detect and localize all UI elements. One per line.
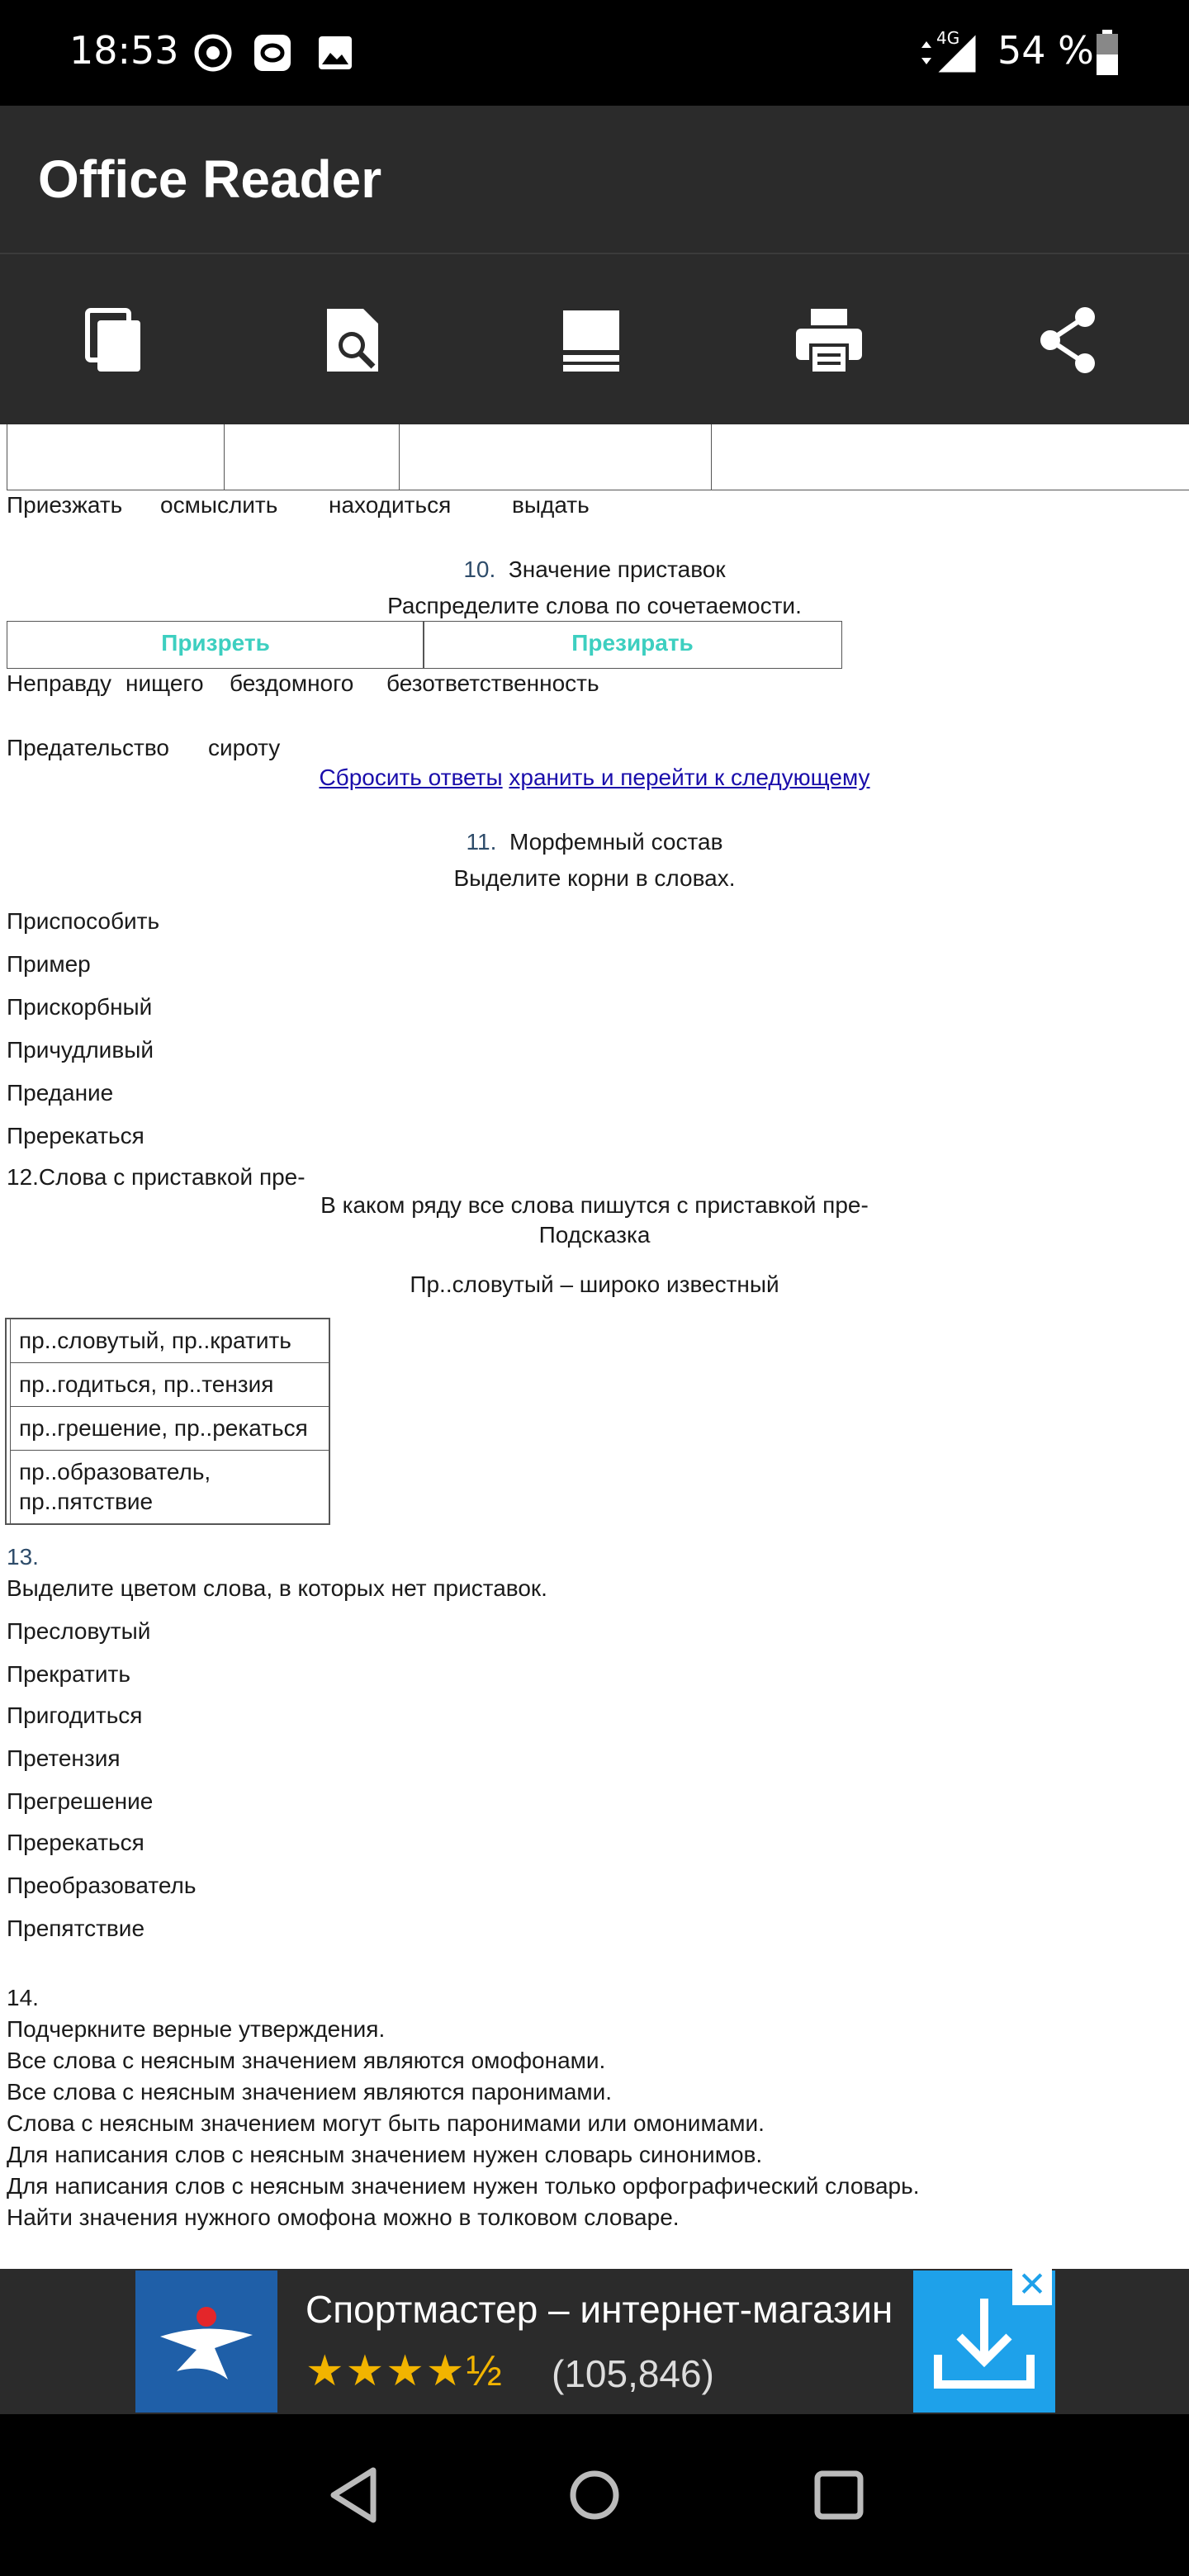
statement[interactable]: Для написания слов с неясным значением нужен только орфографический словарь.: [7, 2173, 920, 2199]
document-view[interactable]: [0, 424, 1189, 2269]
list-item[interactable]: Пререкаться: [7, 1123, 144, 1148]
ad-close-button[interactable]: ✕: [1012, 2266, 1052, 2305]
section-13-task: Выделите цветом слова, в которых нет приставок.: [7, 1575, 547, 1601]
clock: 18:53: [69, 28, 179, 73]
column-header-1: [7, 621, 424, 669]
word: осмыслить: [160, 492, 278, 518]
list-item[interactable]: Прискорбный: [7, 994, 153, 1020]
app-bar: [0, 106, 1189, 254]
draggable-word[interactable]: Неправду: [7, 670, 111, 696]
opera-icon: [253, 33, 292, 73]
app-title: Office Reader: [38, 149, 382, 209]
statement[interactable]: Найти значения нужного омофона можно в толковом словаре.: [7, 2204, 680, 2230]
list-item[interactable]: Пригодиться: [7, 1702, 143, 1728]
word: выдать: [512, 492, 590, 518]
copy-icon[interactable]: [76, 302, 152, 378]
draggable-word[interactable]: Предательство: [7, 735, 169, 760]
statement[interactable]: Для написания слов с неясным значением нужен словарь синонимов.: [7, 2142, 763, 2167]
recents-icon[interactable]: [806, 2462, 872, 2528]
network-type: 4G: [936, 28, 960, 48]
section-10-task: Распределите слова по сочетаемости.: [387, 593, 802, 618]
section-number: 11.: [466, 829, 497, 855]
table-cell: [7, 424, 225, 490]
draggable-word[interactable]: сироту: [208, 735, 281, 760]
ad-banner[interactable]: [0, 2265, 1189, 2414]
sportmaster-logo: [135, 2271, 277, 2413]
draggable-word[interactable]: безответственность: [386, 670, 599, 696]
list-item[interactable]: Прегрешение: [7, 1788, 154, 1814]
list-item[interactable]: Претензия: [7, 1745, 121, 1771]
draggable-word[interactable]: бездомного: [230, 670, 354, 696]
section-title: Морфемный состав: [509, 829, 723, 855]
ad-title: Спортмастер – интернет-магазин: [306, 2288, 893, 2331]
word: находиться: [329, 492, 452, 518]
list-item[interactable]: Причудливый: [7, 1037, 154, 1063]
list-item[interactable]: Пререкаться: [7, 1830, 144, 1855]
status-bar: [0, 0, 1189, 106]
battery-icon: [1095, 30, 1120, 76]
table-cell: [400, 424, 712, 490]
find-icon[interactable]: [315, 302, 391, 378]
back-icon[interactable]: [322, 2462, 388, 2528]
signal-icon: [935, 31, 979, 76]
column-label: Презирать: [571, 630, 694, 656]
section-10-heading: [0, 556, 1189, 583]
option-row[interactable]: пр..словутый, пр..кратить: [10, 1319, 329, 1363]
statement[interactable]: Все слова с неясным значением являются паронимами.: [7, 2079, 613, 2105]
print-icon[interactable]: [791, 302, 867, 378]
hint-label[interactable]: Подсказка: [538, 1222, 651, 1248]
list-item[interactable]: Прекратить: [7, 1661, 130, 1687]
rating-stars: ★★★★½: [306, 2347, 504, 2395]
hint-text: Пр..словутый – широко известный: [410, 1271, 779, 1297]
reset-answers-link[interactable]: Сбросить ответы: [319, 765, 503, 790]
battery-percent: 54 %: [997, 28, 1094, 73]
rating-count: (105,846): [552, 2352, 714, 2395]
page-icon[interactable]: [553, 302, 629, 378]
statement[interactable]: Все слова с неясным значением являются омофонами.: [7, 2048, 606, 2073]
logo-icon: [135, 2271, 277, 2413]
section-14-task: Подчеркните верные утверждения.: [7, 2016, 386, 2042]
draggable-word[interactable]: нищего: [126, 670, 204, 696]
toolbar: [0, 254, 1189, 424]
statement[interactable]: Слова с неясным значением могут быть паронимами или омонимами.: [7, 2110, 765, 2136]
list-item[interactable]: Препятствие: [7, 1915, 145, 1941]
navigation-bar: [0, 2414, 1189, 2576]
chrome-icon: [193, 33, 233, 73]
options-table: [5, 1318, 330, 1525]
download-button[interactable]: [913, 2265, 1055, 2413]
list-item[interactable]: Приспособить: [7, 908, 160, 934]
section-14-number: 14.: [7, 1985, 39, 2010]
option-row[interactable]: пр..годиться, пр..тензия: [10, 1363, 329, 1407]
share-icon[interactable]: [1030, 302, 1106, 378]
section-12-task: В каком ряду все слова пишутся с приставкой пре-: [320, 1192, 869, 1218]
home-icon[interactable]: [561, 2462, 628, 2528]
list-item[interactable]: Предание: [7, 1080, 114, 1106]
column-header-2: [423, 621, 842, 669]
table-cell: [225, 424, 400, 490]
word: Приезжать: [7, 492, 123, 518]
option-row[interactable]: пр..образователь, пр..пятствие: [10, 1451, 275, 1523]
list-item[interactable]: Пример: [7, 951, 91, 977]
section-10-links: [0, 765, 1189, 791]
section-13-number: 13.: [7, 1544, 39, 1570]
list-item[interactable]: Преобразователь: [7, 1873, 197, 1898]
table-cell: [712, 424, 1189, 490]
column-label: Призреть: [161, 630, 270, 656]
option-row[interactable]: пр..грешение, пр..рекаться: [10, 1407, 329, 1451]
section-12-title: 12.Слова с приставкой пре-: [7, 1164, 306, 1190]
save-next-link[interactable]: хранить и перейти к следующему: [509, 765, 870, 790]
section-11-task: Выделите корни в словах.: [453, 865, 736, 891]
section-11-heading: [0, 829, 1189, 855]
section-title: Значение приставок: [508, 556, 726, 582]
image-icon: [315, 33, 355, 73]
section-number: 10.: [463, 556, 496, 582]
list-item[interactable]: Пресловутый: [7, 1618, 151, 1644]
